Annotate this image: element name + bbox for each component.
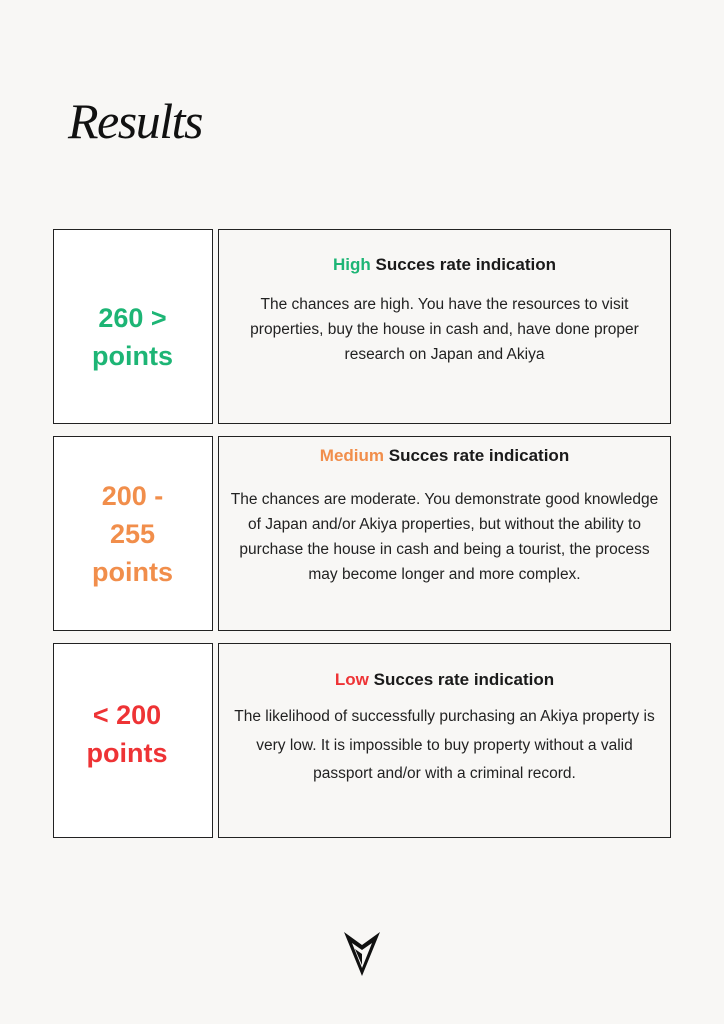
score-box-low [53, 643, 213, 838]
level-label-low: Low [334, 670, 369, 689]
level-label-medium: Medium [319, 446, 385, 465]
result-row-medium [53, 436, 671, 631]
description-heading-high [219, 255, 670, 275]
level-label-high: High [333, 255, 371, 274]
score-range-medium: 200 - 255 points [92, 480, 173, 587]
description-box-high [218, 229, 671, 424]
description-heading-medium [219, 446, 670, 466]
score-box-medium [53, 436, 213, 631]
score-range-high: 260 > points [92, 302, 173, 371]
description-text-low: The likelihood of successfully purchasing an Akiya property is very low. It is impossible to buy property without a valid passport and/or with a criminal record. [234, 708, 655, 782]
result-row-high [53, 229, 671, 424]
description-box-low [218, 643, 671, 838]
description-text-high: The chances are high. You have the resources to visit properties, buy the house in cash and, have done proper research on Japan and Akiya [250, 296, 639, 363]
description-text-medium: The chances are moderate. You demonstrate good knowledge of Japan and/or Akiya properties, but without the ability to purchase the house in cash and being a tourist, the process may become longer and more complex. [230, 491, 659, 583]
chevron-down-logo-icon [344, 932, 380, 976]
page-title: Results [68, 93, 202, 149]
description-box-medium [218, 436, 671, 631]
description-heading-low [219, 670, 670, 690]
result-row-low [53, 643, 671, 838]
heading-suffix-high: Succes rate indication [375, 255, 556, 274]
heading-suffix-low: Succes rate indication [373, 670, 555, 689]
score-box-high [53, 229, 213, 424]
heading-suffix-medium: Succes rate indication [388, 446, 570, 465]
score-range-low: < 200 points [86, 700, 168, 768]
